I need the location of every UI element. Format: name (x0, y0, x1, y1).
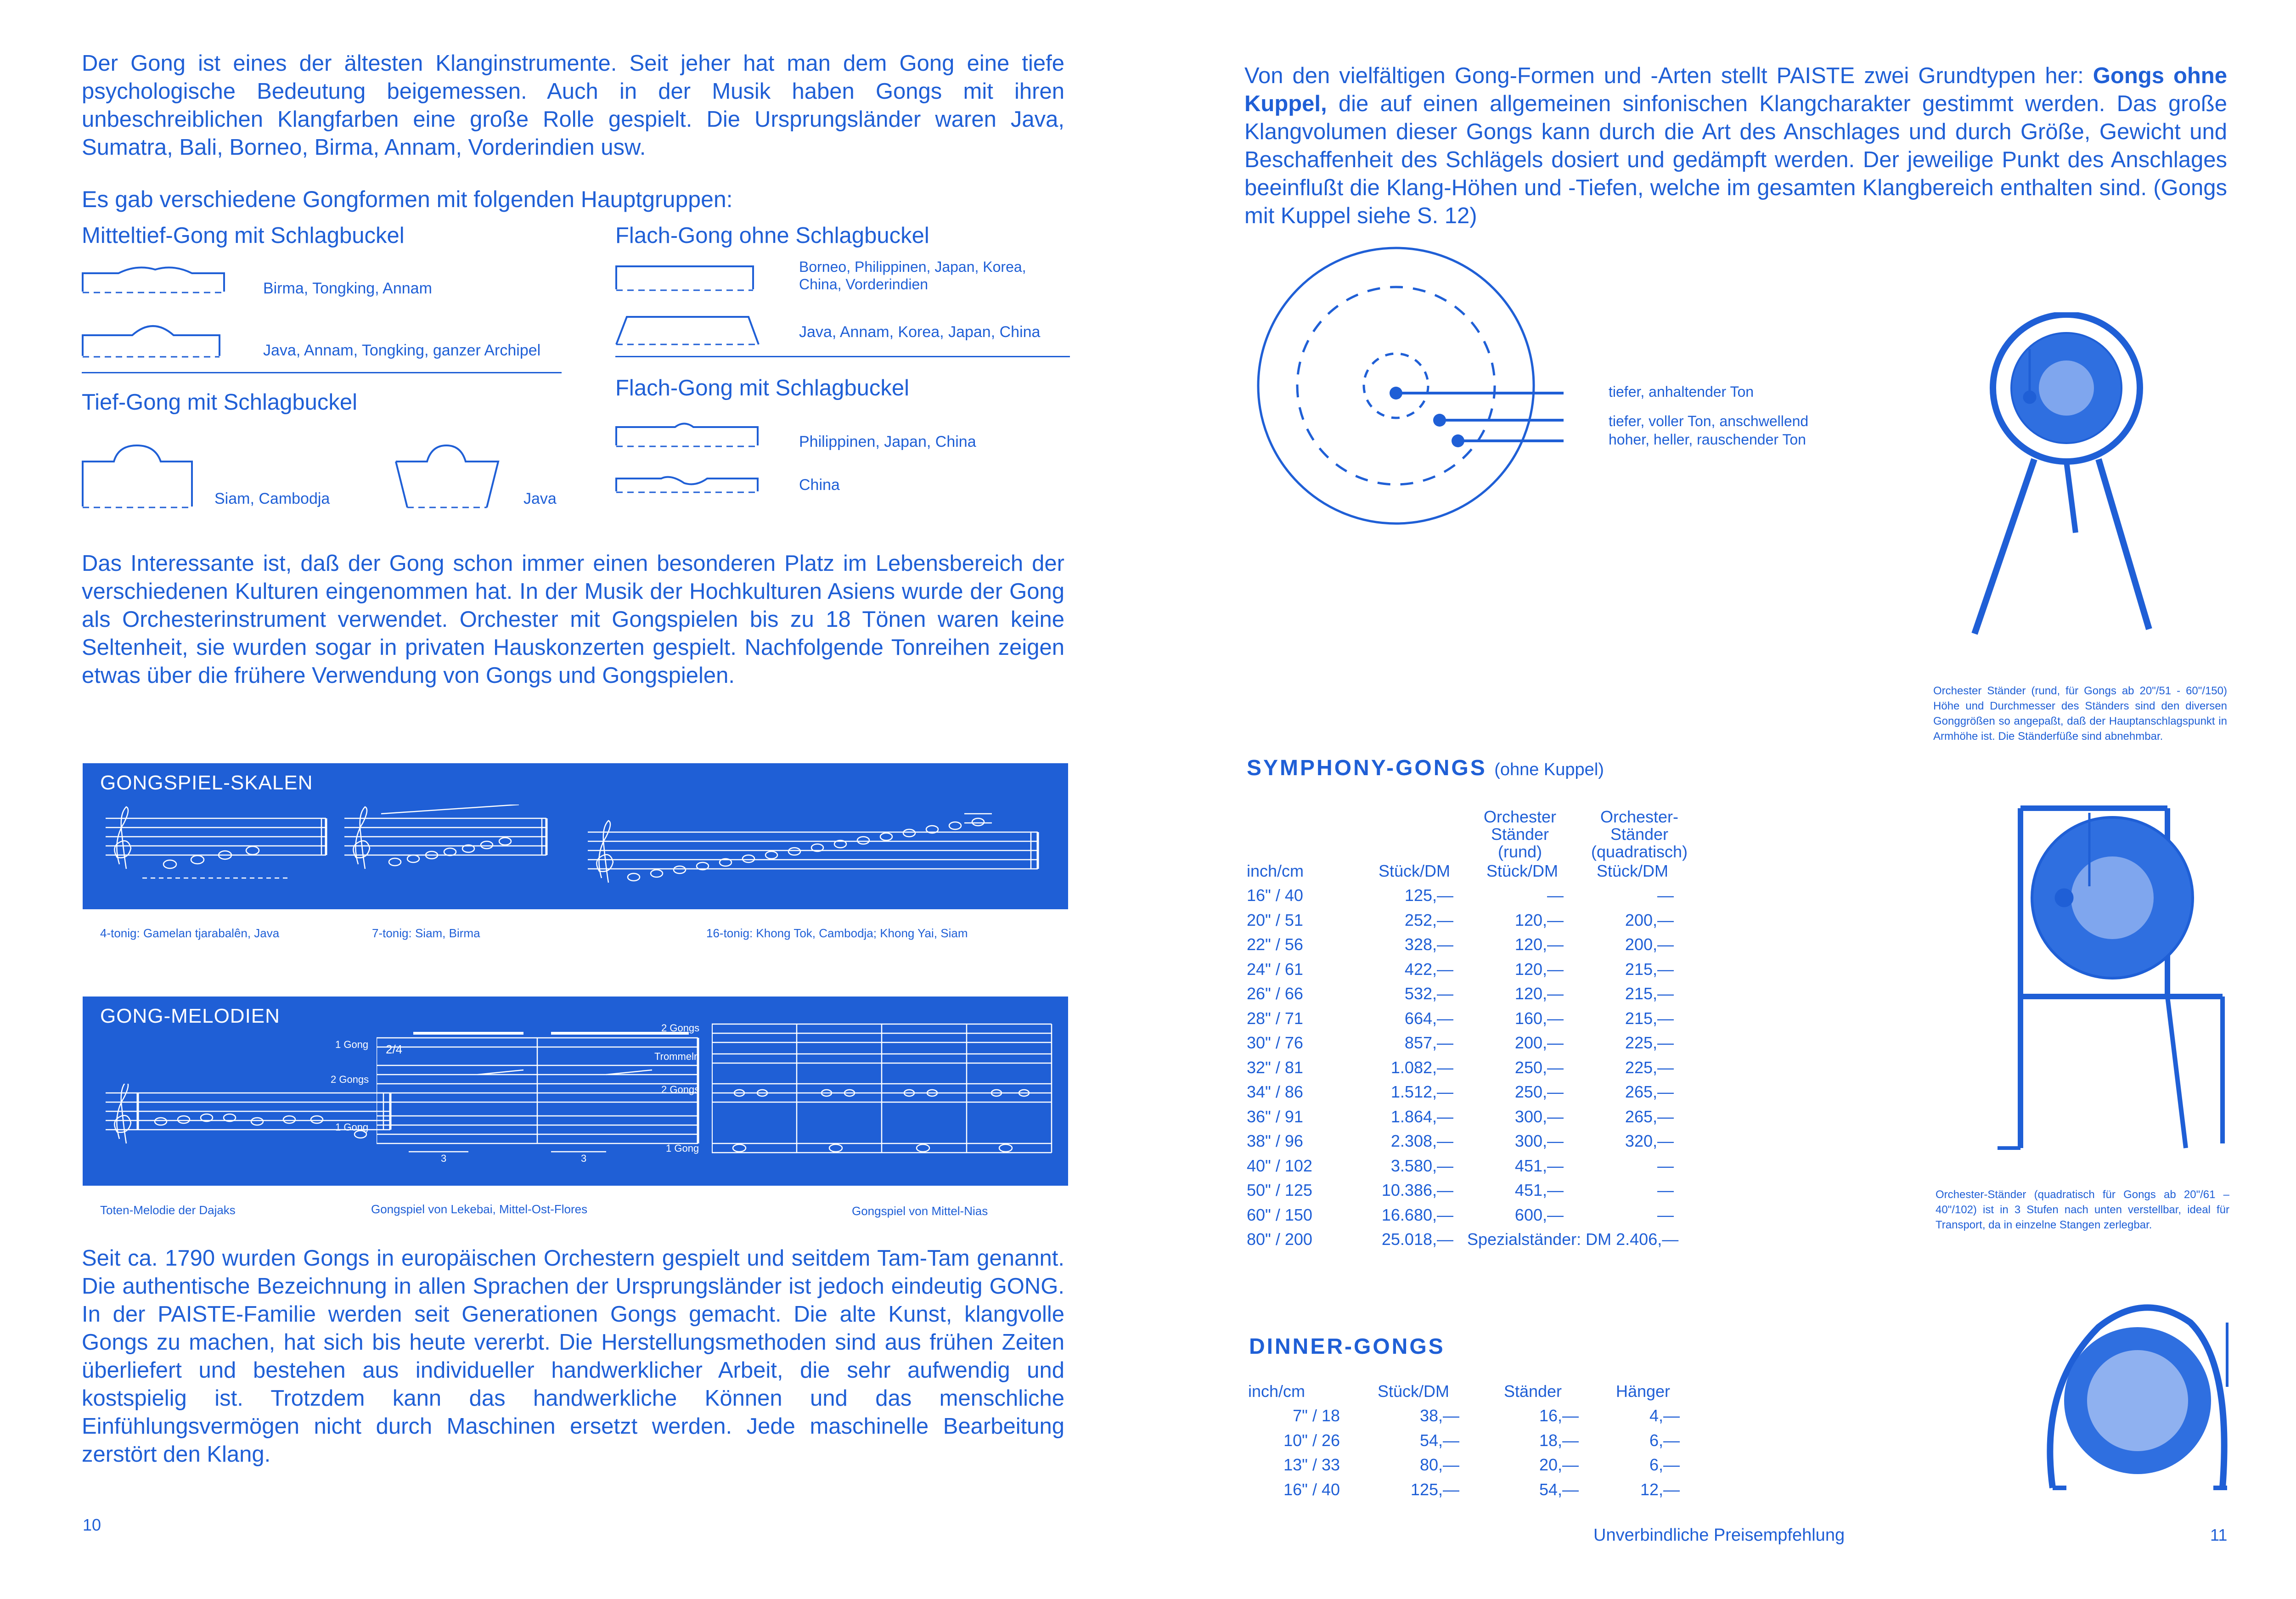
table-cell: 50" / 125 (1247, 1181, 1312, 1200)
table-cell: 265,— (1625, 1082, 1674, 1102)
table-row (1247, 1006, 1688, 1031)
table-cell: 1.864,— (1390, 1107, 1453, 1126)
lekebai-staff-label-3: 1 Gong (335, 1121, 369, 1133)
table-cell: 225,— (1625, 1058, 1674, 1077)
group3-item2: Java (523, 490, 557, 507)
table-cell: — (1657, 1205, 1674, 1224)
table-cell: 6,— (1649, 1455, 1680, 1475)
table-cell: — (1547, 886, 1564, 905)
gongspiel-skalen-box (83, 763, 1068, 909)
table-row (1247, 1203, 1688, 1227)
table-row (1247, 908, 1688, 933)
table-cell: 28" / 71 (1247, 1008, 1303, 1028)
symphony-title: SYMPHONY-GONGS (1247, 756, 1487, 780)
melodies-caption-3: Gongspiel von Mittel-Nias (852, 1204, 988, 1218)
col-stueck: Stück/DM (1378, 861, 1451, 880)
scales-caption-3: 16-tonig: Khong Tok, Cambodja; Khong Yai, Siam (706, 926, 968, 940)
lekebai-triplet-1: 3 (441, 1153, 447, 1164)
col-stueck: Stück/DM (1377, 1381, 1450, 1401)
group2-title: Flach-Gong ohne Schlagbuckel (615, 223, 929, 248)
table-cell: 328,— (1404, 935, 1453, 954)
table-cell: 36" / 91 (1247, 1107, 1303, 1126)
col-staender-rund: Stück/DM (1486, 861, 1559, 880)
nias-score (712, 1019, 1061, 1171)
table-cell: 215,— (1625, 959, 1674, 979)
scale-7-tonig-staff (344, 805, 556, 883)
table-cell: 300,— (1514, 1107, 1564, 1126)
table-cell: 12,— (1640, 1480, 1680, 1499)
table-cell: 22" / 56 (1247, 935, 1303, 954)
table-row (1247, 1129, 1688, 1154)
table-cell: 24" / 61 (1247, 959, 1303, 979)
group2-divider (615, 356, 1070, 357)
table-row (1247, 1055, 1688, 1080)
table-cell: 80,— (1419, 1455, 1459, 1475)
table-cell: 120,— (1514, 984, 1564, 1003)
tief-gong-profile-2 (395, 443, 505, 512)
group4-item2: China (799, 476, 840, 494)
col-inchcm: inch/cm (1247, 861, 1304, 880)
round-stand-gong-image (1961, 312, 2172, 661)
right-intro-part1: Von den vielfältigen Gong-Formen und -Arten stellt PAISTE zwei Grundtypen her: (1244, 63, 2084, 88)
table-cell: 16" / 40 (1247, 886, 1303, 905)
table-cell: 600,— (1514, 1205, 1564, 1224)
group1-divider (82, 372, 562, 373)
table-cell: 13" / 33 (1283, 1455, 1340, 1475)
table-cell: 451,— (1514, 1181, 1564, 1200)
table-row (1248, 1477, 1694, 1502)
table-cell: 160,— (1514, 1008, 1564, 1028)
scales-caption-2: 7-tonig: Siam, Birma (372, 926, 480, 940)
gong-groups-intro: Es gab verschiedene Gongformen mit folgenden Hauptgruppen: (82, 186, 733, 212)
table-row-last (1247, 1227, 1688, 1252)
table-row (1247, 1178, 1688, 1203)
table-cell: 3.580,— (1390, 1156, 1453, 1175)
table-header-row (1248, 1379, 1694, 1404)
lekebai-triplet-2: 3 (581, 1153, 587, 1164)
table-cell: 125,— (1404, 886, 1453, 905)
table-row (1247, 1154, 1688, 1178)
price-note: Unverbindliche Preisempfehlung (1593, 1526, 1845, 1545)
table-cell: 532,— (1404, 984, 1453, 1003)
table-cell: 252,— (1404, 910, 1453, 929)
lekebai-staff-label-1: 1 Gong (335, 1039, 369, 1050)
mitteltief-gong-profile-2 (82, 315, 229, 360)
right-intro-part2: die auf einen allgemeinen sinfonischen Klangcharakter gestimmt werden. Das große Klangvolumen dieser Gongs kann durch die Art des Anschlages und durch Größe, Gewicht und Beschaffenheit des Schlägels dosiert und gedämpft werden. Der jeweilige Punkt des Anschlages beeinflußt die Klang-Höhen und -Tiefen, welche im gesamten Klangbereich enthalten sind. (Gongs mit Kuppel siehe S. 12) (1244, 91, 2227, 228)
table-cell: 857,— (1404, 1033, 1453, 1053)
table-cell: 18,— (1539, 1430, 1579, 1450)
table-cell: 38,— (1419, 1406, 1459, 1425)
cell-price: 25.018,— (1381, 1230, 1453, 1249)
table-row (1247, 1104, 1688, 1129)
left-intro-paragraph: Der Gong ist eines der ältesten Klanginstrumente. Seit jeher hat man dem Gong eine tiefe psychologische Bedeutung beigemessen. Auch in der Musik haben Gongs mit ihren unbeschreiblichen Klangfarben eine große Rolle gespielt. Die Ursprungsländer waren Java, Sumatra, Bali, Borneo, Birma, Annam, Vorderindien usw. (82, 51, 1064, 160)
dinner-table (1248, 1379, 1694, 1502)
table-cell: 26" / 66 (1247, 984, 1303, 1003)
col-staender: Ständer (1503, 1381, 1562, 1401)
group3-item1: Siam, Cambodja (214, 490, 330, 507)
table-cell: 40" / 102 (1247, 1156, 1312, 1175)
group2-item1: Borneo, Philippinen, Japan, Korea, China, Vorderindien (799, 259, 1026, 293)
table-header-row (1247, 859, 1688, 884)
table-cell: 32" / 81 (1247, 1058, 1303, 1077)
table-cell: 664,— (1404, 1008, 1453, 1028)
table-row (1247, 933, 1688, 957)
table-cell: 422,— (1404, 959, 1453, 979)
caption-round-stand: Orchester Ständer (rund, für Gongs ab 20"/51 - 60"/150) Höhe und Durchmesser des Ständers sind den diversen Gonggrößen so angepaßt, daß der Hauptanschlagspunkt in Armhöhe ist. Die Ständerfüße sind abnehmbar. (1933, 685, 2227, 743)
scale-16-tonig-staff (588, 791, 1047, 887)
table-cell: — (1657, 1156, 1674, 1175)
table-cell: 200,— (1625, 910, 1674, 929)
table-row (1247, 1080, 1688, 1105)
strike-label-1: tiefer, anhaltender Ton (1609, 383, 1754, 400)
table-row (1248, 1453, 1694, 1478)
table-cell: 300,— (1514, 1132, 1564, 1151)
col-inchcm: inch/cm (1248, 1381, 1306, 1401)
table-cell: — (1657, 1181, 1674, 1200)
table-cell: 1.512,— (1390, 1082, 1453, 1102)
table-cell: 7" / 18 (1293, 1406, 1340, 1425)
flach-gong-profile-1 (615, 262, 762, 294)
melodies-caption-1: Toten-Melodie der Dajaks (100, 1203, 236, 1217)
table-row (1247, 957, 1688, 982)
caption-square-stand: Orchester-Ständer (quadratisch für Gongs ab 20"/61 – 40"/102) ist in 3 Stufen nach unten verstellbar, ideal für Transport, da in einzelne Stangen zerlegbar. (1936, 1188, 2229, 1231)
table-row (1247, 1031, 1688, 1056)
table-row (1248, 1428, 1694, 1453)
col-haenger: Hänger (1615, 1381, 1671, 1401)
tief-gong-profile-1 (82, 443, 197, 512)
table-row (1248, 1404, 1694, 1429)
scales-caption-1: 4-tonig: Gamelan tjarabalên, Java (100, 926, 280, 940)
table-row (1247, 982, 1688, 1007)
symphony-col3-header: Orchester- Ständer (quadratisch) (1591, 807, 1688, 861)
table-cell: 20,— (1539, 1455, 1579, 1475)
table-cell: 10.386,— (1381, 1181, 1453, 1200)
group1-title: Mitteltief-Gong mit Schlagbuckel (82, 223, 405, 248)
group4-item1: Philippinen, Japan, China (799, 433, 976, 450)
table-cell: 120,— (1514, 959, 1564, 979)
table-cell: 20" / 51 (1247, 910, 1303, 929)
gong-melodien-box (83, 997, 1068, 1186)
table-cell: 120,— (1514, 910, 1564, 929)
scale-4-tonig-staff (106, 805, 354, 896)
dinner-gong-image (2039, 1295, 2232, 1506)
table-cell: 30" / 76 (1247, 1033, 1303, 1053)
table-cell: 60" / 150 (1247, 1205, 1312, 1224)
table-cell: 125,— (1410, 1480, 1459, 1499)
group3-title: Tief-Gong mit Schlagbuckel (82, 390, 358, 415)
cell-size: 80" / 200 (1247, 1230, 1312, 1249)
table-cell: 250,— (1514, 1082, 1564, 1102)
table-cell: 2.308,— (1390, 1132, 1453, 1151)
lekebai-score (377, 1029, 707, 1157)
nias-staff-label-4: 1 Gong (666, 1143, 699, 1154)
table-cell: 10" / 26 (1283, 1430, 1340, 1450)
table-cell: 6,— (1649, 1430, 1680, 1450)
table-cell: 4,— (1649, 1406, 1680, 1425)
group1-item1: Birma, Tongking, Annam (263, 280, 432, 297)
symphony-table (1247, 859, 1688, 1252)
table-cell: 54,— (1539, 1480, 1579, 1499)
group2-item2: Java, Annam, Korea, Japan, China (799, 323, 1041, 341)
group4-title: Flach-Gong mit Schlagbuckel (615, 376, 910, 400)
strike-label-3: hoher, heller, rauschender Ton (1609, 431, 1806, 448)
mitteltief-gong-profile-1 (82, 264, 229, 296)
col-staender-quadr: Stück/DM (1596, 861, 1669, 880)
symphony-heading (1247, 755, 1604, 781)
table-cell: 215,— (1625, 1008, 1674, 1028)
page-number-left: 10 (83, 1515, 101, 1534)
nias-staff-label-1: 2 Gongs (661, 1022, 700, 1034)
lekebai-staff-label-2: 2 Gongs (331, 1074, 369, 1085)
table-cell: 16" / 40 (1283, 1480, 1340, 1499)
flach-buckel-gong-profile-1 (615, 418, 767, 450)
lekebai-time-signature: 2/4 (386, 1042, 403, 1056)
dinner-title: DINNER-GONGS (1249, 1334, 1445, 1359)
table-cell: 54,— (1419, 1430, 1459, 1450)
right-intro-paragraph (1244, 62, 2227, 230)
table-cell: 320,— (1625, 1132, 1674, 1151)
group1-item2: Java, Annam, Tongking, ganzer Archipel (263, 342, 541, 359)
table-cell: 200,— (1514, 1033, 1564, 1053)
gongspiel-skalen-title: GONGSPIEL-SKALEN (100, 771, 313, 794)
melodies-caption-2: Gongspiel von Lekebai, Mittel-Ost-Flores (371, 1202, 588, 1216)
square-stand-gong-image (1984, 799, 2232, 1162)
table-cell: 16.680,— (1381, 1205, 1453, 1224)
table-cell: 451,— (1514, 1156, 1564, 1175)
table-cell: 38" / 96 (1247, 1132, 1303, 1151)
table-cell: 265,— (1625, 1107, 1674, 1126)
table-cell: 215,— (1625, 984, 1674, 1003)
flach-gong-profile-2 (615, 312, 767, 347)
table-cell: 250,— (1514, 1058, 1564, 1077)
gong-melodien-title: GONG-MELODIEN (100, 1005, 280, 1027)
table-cell: 225,— (1625, 1033, 1674, 1053)
left-bottom-paragraph: Seit ca. 1790 wurden Gongs in europäischen Orchestern gespielt und seitdem Tam-Tam genannt. Die authentische Bezeichnung in allen Sprachen der Ursprungsländer ist jedoch eindeutig GONG. In der PAISTE-Familie werden seit Generationen Gongs gemacht. Die alte Kunst, klangvolle Gongs zu machen, hat sich bis heute vererbt. Die Herstellungsmethoden sind aus frühen Zeiten überliefert und bestehen aus individueller handwerklicher Arbeit, die sehr aufwendig und kostspielig ist. Trotzdem kann das handwerkliche Können und das menschliche Einfühlungsvermögen nicht durch Maschinen ersetzt werden. Jede maschinelle Bearbeitung zerstört den Klang. (82, 1246, 1064, 1467)
page-number-right: 11 (2210, 1526, 2228, 1544)
flach-buckel-gong-profile-2 (615, 468, 767, 496)
gong-strike-point-diagram (1242, 243, 1564, 528)
symphony-subtitle: (ohne Kuppel) (1494, 760, 1604, 779)
nias-staff-label-2: Trommeln (654, 1051, 700, 1062)
table-cell: 34" / 86 (1247, 1082, 1303, 1102)
table-cell: 16,— (1539, 1406, 1579, 1425)
table-row (1247, 884, 1688, 908)
table-cell: 1.082,— (1390, 1058, 1453, 1077)
symphony-col2-header: Orchester Ständer (rund) (1483, 807, 1557, 861)
table-cell: 200,— (1625, 935, 1674, 954)
table-cell: 120,— (1514, 935, 1564, 954)
table-cell: — (1657, 886, 1674, 905)
right-intro-bold: Gongs ohne Kuppel, (1244, 63, 2227, 116)
nias-staff-label-3: 2 Gongs (661, 1084, 700, 1095)
strike-label-2: tiefer, voller Ton, anschwellend (1609, 413, 1809, 429)
cell-special-stand: Spezialständer: DM 2.406,— (1467, 1230, 1679, 1249)
left-middle-paragraph: Das Interessante ist, daß der Gong schon immer einen besonderen Platz im Lebensbereich der verschiedenen Kulturen eingenommen hat. In der Musik der Hochkulturen Asiens wurde der Gong als Orchesterinstrument verwendet. Orchester mit Gongspielen bis zu 18 Tönen waren keine Seltenheit, sie wurden sogar in privaten Hauskonzerten gespielt. Nachfolgende Tonreihen zeigen etwas über die frühere Verwendung von Gongs und Gongspielen. (82, 551, 1064, 688)
